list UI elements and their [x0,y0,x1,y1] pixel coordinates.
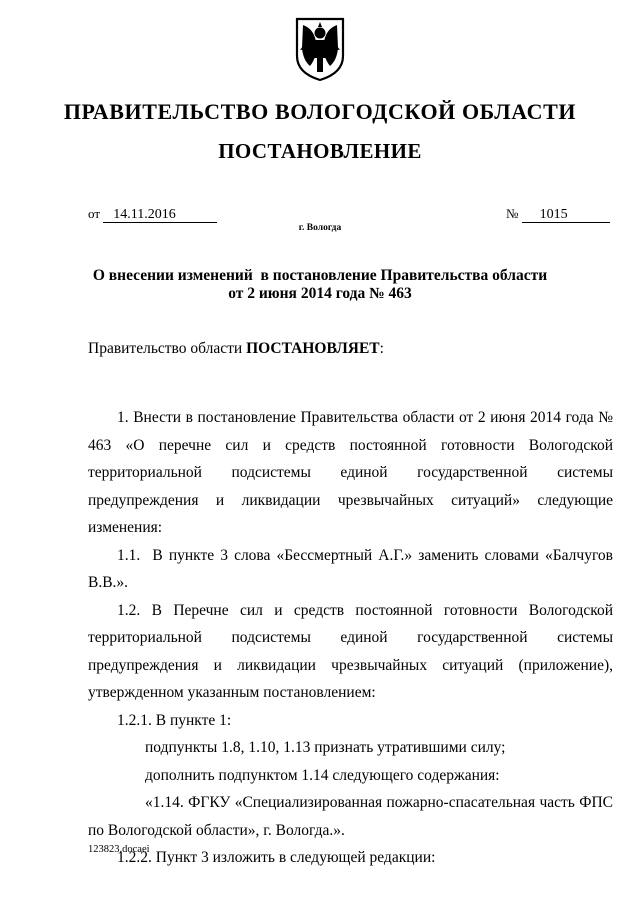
subject-line-2: от 2 июня 2014 года № 463 [228,285,412,302]
footer-filename: 123823.docaei [88,844,150,855]
quoted-paragraph: «1.14. ФГКУ «Специализированная пожарно-спасательная часть ФПС по Вологодской области», г. Вологда.». [88,794,613,839]
decree-verb: ПОСТАНОВЛЯЕТ [246,340,380,357]
decree-line [88,339,384,359]
paragraph-1-2: 1.2. В Перечне сил и средств постоянной готовности Вологодской территориальной подсистемы единой государственной системы предупреждения и ликвидации чрезвычайных ситуаций (приложение), утвержденном указанным постановлением: [88,601,613,701]
date-prefix: от [88,206,101,221]
number-prefix: № [506,206,519,221]
paragraph-1-2-2: 1.2.2. Пункт 3 изложить в следующей редакции: [117,849,436,866]
number-line [506,205,610,223]
paragraph-1: 1. Внести в постановление Правительства области от 2 июня 2014 года № 463 «О перечне сил и средств постоянной готовности Вологодской территориальной подсистемы единой государственной системы предупреждения и ликвидации чрезвычайных ситуаций» следующие изменения: [88,409,613,536]
list-item: подпункты 1.8, 1.10, 1.13 признать утратившими силу; [145,739,506,756]
document-subject [0,267,640,303]
date-line [88,205,217,223]
decree-colon: : [379,340,384,357]
document-number: 1015 [522,207,610,223]
document-body [88,404,617,872]
paragraph-1-2-1: 1.2.1. В пункте 1: [117,711,232,729]
organization-title: ПРАВИТЕЛЬСТВО ВОЛОГОДСКОЙ ОБЛАСТИ [63,99,577,124]
document-date: 14.11.2016 [103,207,217,223]
subject-line-1: О внесении изменений в постановление Правительства области [92,267,548,284]
city-label: г. Вологда [298,223,342,233]
coat-of-arms-icon [294,16,346,82]
decree-intro: Правительство области [88,340,247,357]
paragraph-1-1: 1.1. В пункте 3 слова «Бессмертный А.Г.» заменить словами «Балчугов В.В.». [88,546,617,591]
list-item: дополнить подпунктом 1.14 следующего содержания: [145,766,500,784]
document-type: ПОСТАНОВЛЕНИЕ [218,139,422,163]
